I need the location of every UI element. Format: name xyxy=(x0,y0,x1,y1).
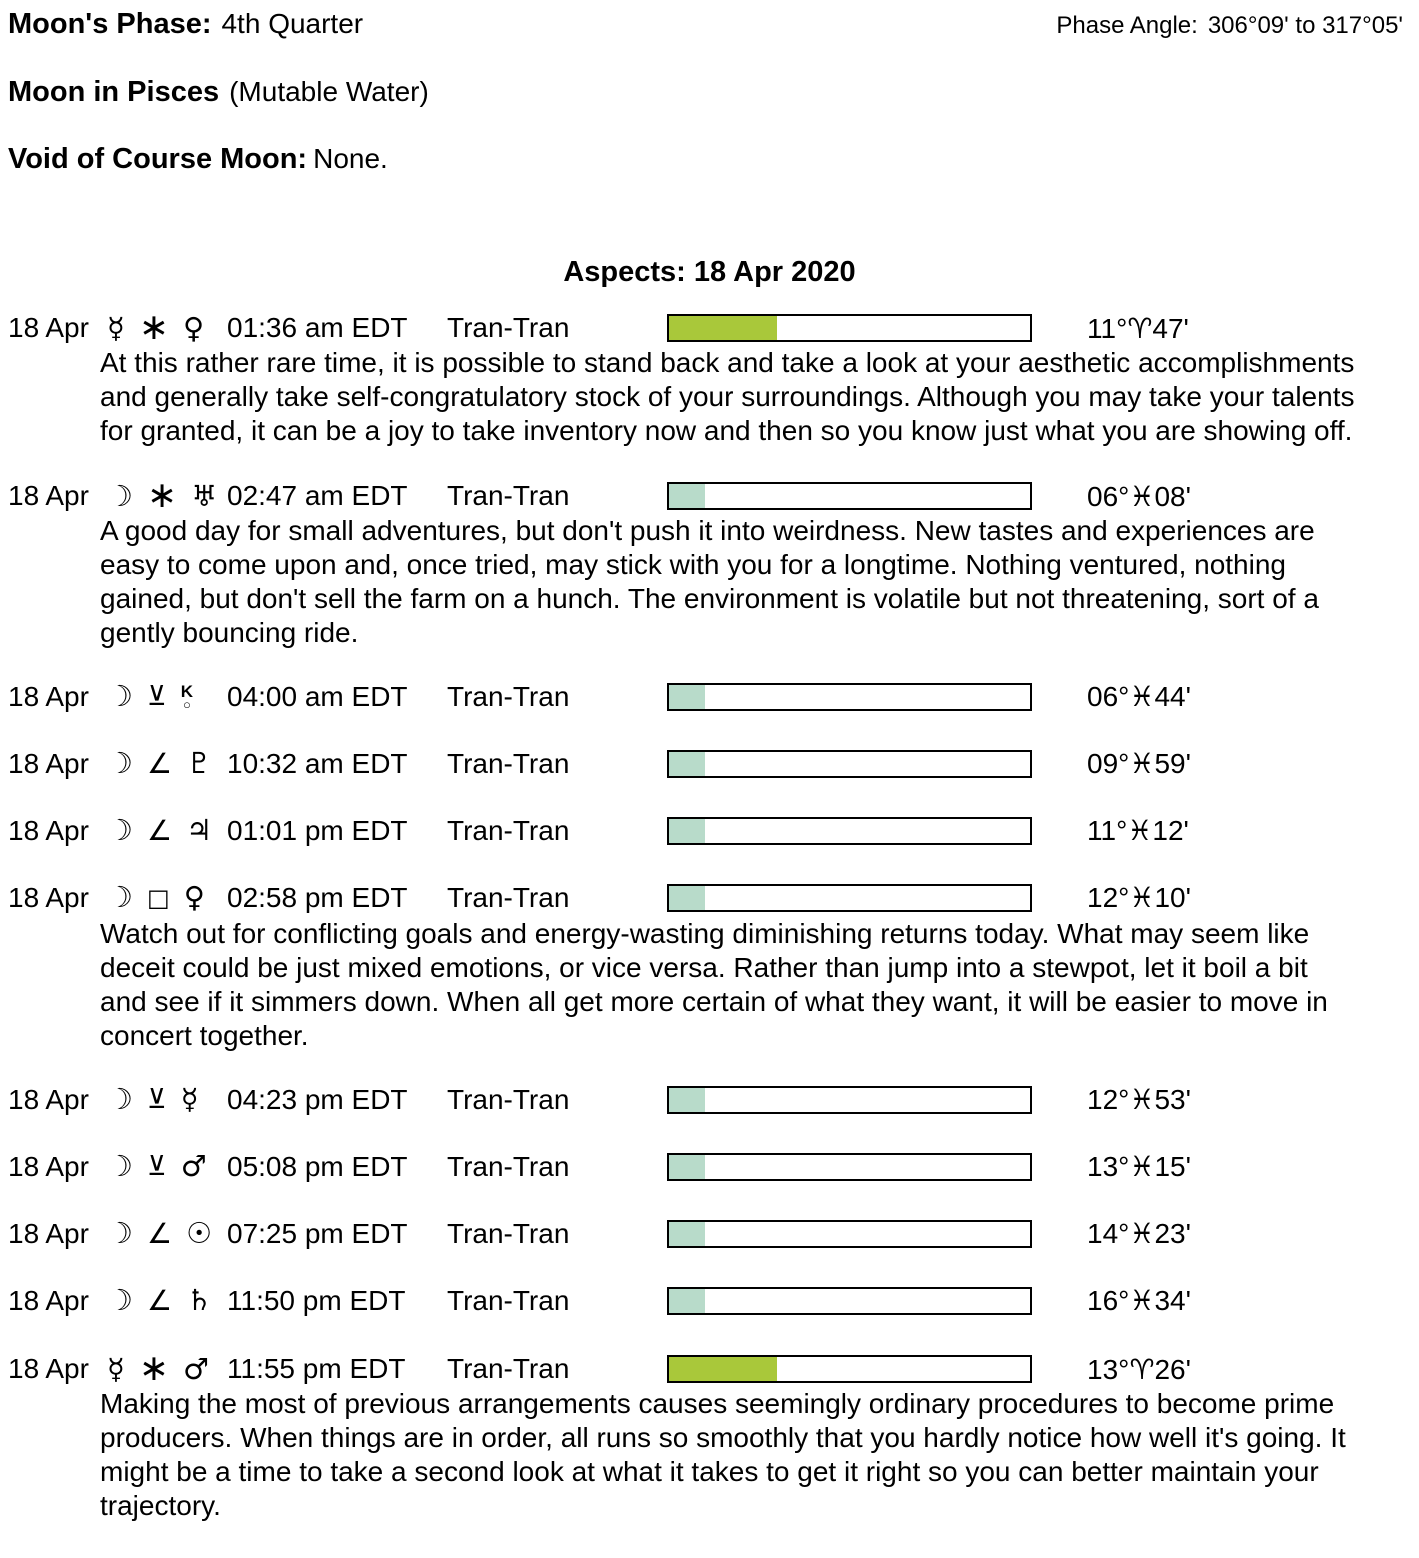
uranus-icon: ♅ xyxy=(191,478,218,513)
moon-icon: ☽ xyxy=(107,880,133,914)
saturn-icon: ♄ xyxy=(186,1283,213,1317)
aspect-type: Tran-Tran xyxy=(447,1284,570,1316)
phase-angle-line xyxy=(1056,12,1403,40)
aspect-glyphs xyxy=(107,1216,227,1250)
aspect-glyphs xyxy=(107,813,227,847)
moons-phase-line xyxy=(8,8,363,41)
orb-progress-bar xyxy=(667,482,1032,510)
mercury-icon: ☿ xyxy=(107,1351,125,1386)
aspect-date: 18 Apr xyxy=(8,1217,89,1249)
aspect-date: 18 Apr xyxy=(8,1353,89,1384)
orb-progress-bar xyxy=(667,314,1032,342)
moon-icon: ☽ xyxy=(107,1216,133,1250)
aspect-interpretation-text: Watch out for conflicting goals and energy-wasting diminishing returns today. What may seem like deceit could be just mixed emotions, or vice versa. Rather than jump into a stewpot, let it boil a bit and see if it simmers down. When all get more certain of what they want, it will be easier to move in concert together. xyxy=(100,918,1328,1051)
quincunx-icon: ⊻ xyxy=(147,1084,167,1115)
semisquare-icon: ∠ xyxy=(147,1283,173,1317)
void-of-course-line xyxy=(8,143,388,176)
sextile-icon: ∗ xyxy=(147,475,178,516)
sextile-icon: ∗ xyxy=(138,1348,169,1389)
aspect-glyphs xyxy=(107,1082,227,1116)
orb-progress-bar xyxy=(667,1220,1032,1248)
mars-icon: ♂ xyxy=(182,1351,209,1386)
aspect-time: 02:58 pm EDT xyxy=(227,881,408,913)
aspect-glyphs xyxy=(107,1348,227,1389)
aspect-type: Tran-Tran xyxy=(447,1150,570,1182)
aspect-row xyxy=(0,307,1419,348)
report-header xyxy=(0,0,1419,300)
aspect-time: 05:08 pm EDT xyxy=(227,1150,408,1182)
sun-icon: ☉ xyxy=(186,1216,213,1250)
moon-icon: ☽ xyxy=(107,1283,133,1317)
aspect-time: 01:01 pm EDT xyxy=(227,814,408,846)
aspect-glyphs xyxy=(107,1149,227,1183)
mercury-icon: ☿ xyxy=(107,310,125,345)
void-of-course-label: Void of Course Moon: xyxy=(8,143,308,175)
aspect-date: 18 Apr xyxy=(8,1150,89,1182)
orb-progress-bar xyxy=(667,1086,1032,1114)
phase-angle-label: Phase Angle: xyxy=(1056,12,1198,39)
aspect-row xyxy=(0,813,1419,847)
aspect-date: 18 Apr xyxy=(8,1284,89,1316)
venus-icon: ♀ xyxy=(183,880,205,914)
orb-progress-bar xyxy=(667,1153,1032,1181)
aspect-type: Tran-Tran xyxy=(447,680,570,712)
aspect-glyphs xyxy=(107,1283,227,1317)
moons-phase-label: Moon's Phase: xyxy=(8,8,212,40)
orb-progress-bar xyxy=(667,1355,1032,1383)
aspect-position-value: 12°♓10' xyxy=(1087,882,1191,913)
moon-icon: ☽ xyxy=(107,679,133,713)
aspect-glyphs xyxy=(107,746,227,780)
aspect-position-value: 14°♓23' xyxy=(1087,1218,1191,1249)
aspect-row xyxy=(0,1149,1419,1183)
aspect-position-value: 13°♈26' xyxy=(1087,1353,1191,1385)
orb-progress-bar xyxy=(667,750,1032,778)
aspect-date: 18 Apr xyxy=(8,480,89,511)
semisquare-icon: ∠ xyxy=(147,1216,173,1250)
quincunx-icon: ⊻ xyxy=(147,681,167,712)
aspect-time: 11:50 pm EDT xyxy=(227,1284,406,1316)
aspect-type: Tran-Tran xyxy=(447,1083,570,1115)
aspect-type: Tran-Tran xyxy=(447,747,570,779)
aspect-time: 07:25 pm EDT xyxy=(227,1217,408,1249)
aspect-row xyxy=(0,475,1419,516)
orb-progress-fill xyxy=(669,819,705,843)
aspect-position-value: 12°♓53' xyxy=(1087,1084,1191,1115)
orb-progress-fill xyxy=(669,1088,705,1112)
aspect-date: 18 Apr xyxy=(8,680,89,712)
aspect-glyphs xyxy=(107,475,227,516)
chiron-icon xyxy=(181,683,193,711)
aspect-row xyxy=(0,880,1419,914)
aspect-position-value: 06°♓44' xyxy=(1087,681,1191,712)
aspect-date: 18 Apr xyxy=(8,1083,89,1115)
aspect-list xyxy=(0,307,1419,1523)
orb-progress-fill xyxy=(669,685,705,709)
orb-progress-fill xyxy=(669,1155,705,1179)
aspect-row xyxy=(0,746,1419,780)
moons-phase-value: 4th Quarter xyxy=(221,8,364,39)
chiron-icon-bottom: ○ xyxy=(182,696,191,712)
aspect-type: Tran-Tran xyxy=(447,1217,570,1249)
venus-icon: ♀ xyxy=(182,310,205,345)
aspect-row xyxy=(0,1082,1419,1116)
aspect-position-value: 11°♈47' xyxy=(1087,312,1189,344)
moon-sign-label: Moon in Pisces xyxy=(8,76,220,108)
sextile-icon: ∗ xyxy=(138,307,169,348)
aspect-interpretation-text: A good day for small adventures, but don't push it into weirdness. New tastes and experiences are easy to come upon and, once tried, may stick with you for a longtime. Nothing ventured, nothing gained, but don't sell the farm on a hunch. The environment is volatile but not threatening, sort of a gently bouncing ride. xyxy=(100,515,1319,648)
orb-progress-fill xyxy=(669,886,705,910)
moon-icon: ☽ xyxy=(107,478,133,513)
aspect-position-value: 11°♓12' xyxy=(1087,815,1189,846)
aspect-position-value: 16°♓34' xyxy=(1087,1285,1191,1316)
aspect-date: 18 Apr xyxy=(8,312,89,343)
orb-progress-bar xyxy=(667,817,1032,845)
aspect-date: 18 Apr xyxy=(8,881,89,913)
orb-progress-fill xyxy=(669,316,777,340)
aspect-time: 11:55 pm EDT xyxy=(227,1353,406,1384)
aspect-type: Tran-Tran xyxy=(447,814,570,846)
aspect-date: 18 Apr xyxy=(8,747,89,779)
aspect-type: Tran-Tran xyxy=(447,1353,570,1384)
aspect-row xyxy=(0,1348,1419,1389)
aspect-glyphs xyxy=(107,880,227,914)
orb-progress-bar xyxy=(667,683,1032,711)
aspect-time: 01:36 am EDT xyxy=(227,312,408,343)
aspect-row xyxy=(0,679,1419,713)
mars-icon: ♂ xyxy=(180,1149,207,1183)
orb-progress-fill xyxy=(669,1222,705,1246)
aspect-position-value: 09°♓59' xyxy=(1087,748,1191,779)
aspect-glyphs xyxy=(107,307,227,348)
mercury-icon: ☿ xyxy=(180,1082,199,1116)
orb-progress-bar xyxy=(667,1287,1032,1315)
orb-progress-bar xyxy=(667,884,1032,912)
semisquare-icon: ∠ xyxy=(147,813,173,847)
moon-sign-line xyxy=(8,76,429,109)
orb-progress-fill xyxy=(669,1289,705,1313)
aspect-time: 10:32 am EDT xyxy=(227,747,408,779)
aspect-position-value: 13°♓15' xyxy=(1087,1151,1191,1182)
void-of-course-value: None. xyxy=(313,143,388,174)
aspect-interpretation-text: At this rather rare time, it is possible to stand back and take a look at your aesthetic accomplishments and generally take self-congratulatory stock of your surroundings. Although you may take your talents for granted, it can be a joy to take inventory now and then so you know just what you are showing off. xyxy=(100,347,1355,446)
aspect-date: 18 Apr xyxy=(8,814,89,846)
pluto-icon: ♇ xyxy=(186,746,213,780)
moon-icon: ☽ xyxy=(107,746,133,780)
orb-progress-fill xyxy=(669,752,705,776)
square-icon: □ xyxy=(147,883,170,912)
aspect-glyphs xyxy=(107,679,227,713)
moon-icon: ☽ xyxy=(107,813,133,847)
moon-icon: ☽ xyxy=(107,1149,133,1183)
aspect-time: 04:23 pm EDT xyxy=(227,1083,408,1115)
moon-sign-value: (Mutable Water) xyxy=(229,76,429,107)
aspect-time: 02:47 am EDT xyxy=(227,480,408,511)
phase-angle-value: 306°09' to 317°05' xyxy=(1207,12,1403,39)
jupiter-icon: ♃ xyxy=(186,813,213,847)
aspects-title: Aspects: 18 Apr 2020 xyxy=(563,256,856,288)
aspect-type: Tran-Tran xyxy=(447,480,570,511)
aspect-type: Tran-Tran xyxy=(447,881,570,913)
aspect-time: 04:00 am EDT xyxy=(227,680,408,712)
aspect-position-value: 06°♓08' xyxy=(1087,480,1191,512)
aspect-type: Tran-Tran xyxy=(447,312,570,343)
orb-progress-fill xyxy=(669,1357,777,1381)
moon-icon: ☽ xyxy=(107,1082,133,1116)
quincunx-icon: ⊻ xyxy=(147,1151,167,1182)
semisquare-icon: ∠ xyxy=(147,746,173,780)
aspect-interpretation-text: Making the most of previous arrangements causes seemingly ordinary procedures to become prime producers. When things are in order, all runs so smoothly that you hardly notice how well it's going. It might be a time to take a second look at what it takes to get it right so you can better maintain your trajectory. xyxy=(100,1388,1346,1521)
orb-progress-fill xyxy=(669,484,705,508)
aspect-row xyxy=(0,1216,1419,1250)
chiron-icon-top: K xyxy=(180,681,194,701)
aspect-row xyxy=(0,1283,1419,1317)
